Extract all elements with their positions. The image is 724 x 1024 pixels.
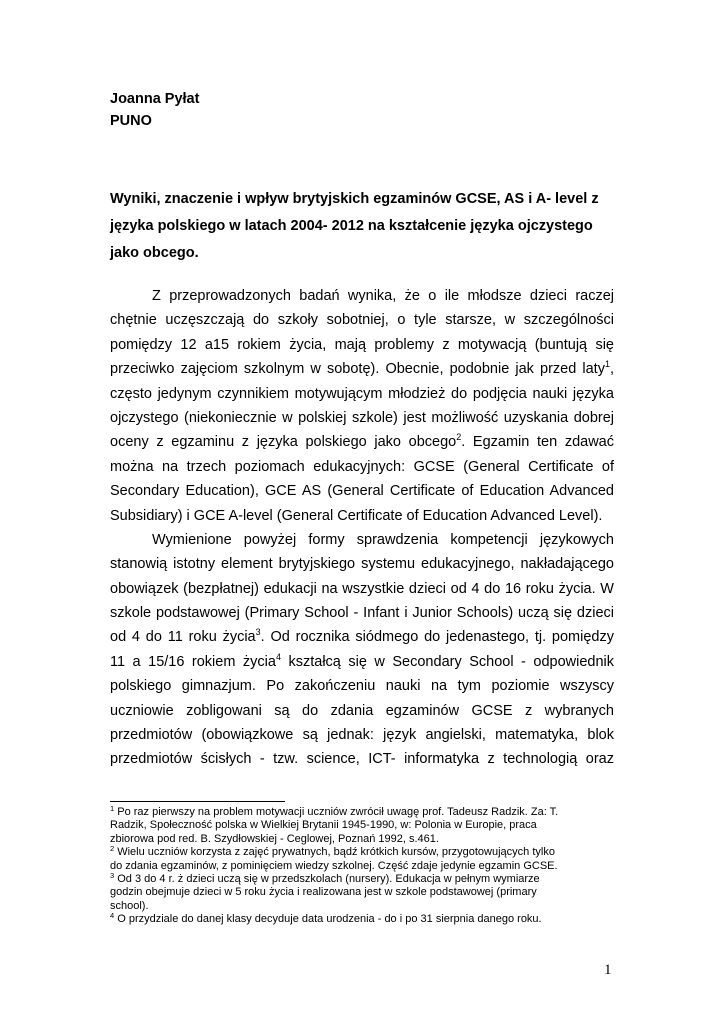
body-line: 11 a 15/16 rokiem życia$^4$ kształcą się w Secondary School - odpowiednik: [110, 651, 614, 670]
title-line: Wyniki, znaczenie i wpływ brytyjskich egzaminów GCSE, AS i A- level z: [110, 191, 599, 207]
body-line: pomiędzy 12 a15 rokiem życia, mają problemy z motywacją (buntują się: [110, 336, 614, 353]
footnote-ref: 3: [255, 627, 261, 638]
body-line: obowiązek (bezpłatnej) edukacji na wszystkie dzieci od 4 do 16 roku życia. W: [110, 580, 614, 597]
footnote-line: Radzik, Społeczność polska w Wielkiej Brytanii 1945-1990, w: Polonia w Europie, praca: [110, 819, 537, 832]
body-line: Wymienione powyżej formy sprawdzenia kompetencji językowych: [152, 531, 614, 548]
author-name: Joanna Pyłat: [110, 91, 200, 107]
footnote-line: school).: [110, 899, 149, 912]
body-line: szkole podstawowej (Primary School - Infant i Junior Schools) uczą się dzieci: [110, 605, 614, 622]
footnote-separator: [110, 801, 285, 802]
body-line: oceny z egzaminu z języka polskiego jako obcego$^2$. Egzamin ten zdawać: [110, 432, 614, 451]
body-line: Subsidiary) i GCE A-level (General Certificate of Education Advanced Level).: [110, 507, 603, 524]
footnote-line: $^4$ O przydziale do danej klasy decyduje data urodzenia - do i po 31 sierpnia danego roku.: [110, 911, 542, 926]
footnote-ref: 1: [604, 359, 610, 370]
footnote-line: zbiorowa pod red. B. Szydłowskiej - Ceglowej, Poznań 1992, s.461.: [110, 832, 439, 845]
footnote-ref: 4: [275, 651, 281, 662]
body-line: polskiego gimnazjum. Po zakończeniu nauki na tym poziomie wszyscy: [110, 678, 614, 695]
body-line: przedmiotów (obowiązkowe są jednak: język angielski, matematyka, blok: [110, 727, 614, 744]
body-line: uczniowie zobligowani są do zdania egzaminów GCSE z wybranych: [110, 702, 614, 719]
body-line: Secondary Education), GCE AS (General Certificate of Education Advanced: [110, 483, 614, 500]
footnotes: [110, 806, 620, 927]
author-block: [110, 88, 199, 132]
body-line: często jedynym czynnikiem motywującym młodzież do podjęcia nauki języka: [110, 385, 614, 402]
footnote-ref: 2: [456, 432, 462, 443]
body-line: można na trzech poziomach edukacyjnych: GCSE (General Certificate of: [110, 458, 614, 475]
page-number: 1: [604, 962, 612, 978]
author-affiliation: PUNO: [110, 113, 152, 129]
body-line: przeciwko zajęciom szkolnym w sobotę). Obecnie, podobnie jak przed laty$^1$,: [110, 359, 614, 378]
document-title: [110, 186, 620, 267]
footnote-line: $^3$ Od 3 do 4 r. ż dzieci uczą się w przedszkolach (nursery). Edukacja w pełnym wymiarze: [110, 870, 540, 885]
footnote-line: $^2$ Wielu uczniów korzysta z zajęć prywatnych, bądź krótkich kursów, przygotowujących tylko: [110, 844, 555, 859]
footnote-line: do zdania egzaminów, z pominięciem wiedzy szkolnej. Część zdaje jedynie egzamin GCSE.: [110, 859, 558, 872]
body-line: przedmiotów ścisłych - tzw. science, ICT- informatyka z technologią oraz: [110, 751, 614, 768]
body-line: Z przeprowadzonych badań wynika, że o ile młodsze dzieci raczej: [152, 288, 614, 304]
body-line: stanowią istotny element brytyjskiego systemu edukacyjnego, nakładającego: [110, 556, 614, 573]
footnote-line: godzin obejmuje dzieci w 5 roku życia i realizowana jest w szkole podstawowej (primary: [110, 886, 537, 899]
footnote-line: $^1$ Po raz pierwszy na problem motywacji uczniów zwrócił uwagę prof. Tadeusz Radzik. Za: T.: [110, 804, 559, 818]
body-line: od 4 do 11 roku życia$^3$. Od rocznika siódmego do jedenastego, tj. pomiędzy: [110, 627, 614, 646]
title-line: jako obcego.: [110, 245, 199, 261]
body-line: chętnie uczęszczają do szkoły sobotniej, o tyle starsze, w szczególności: [110, 312, 614, 329]
title-line: języka polskiego w latach 2004- 2012 na kształcenie języka ojczystego: [110, 218, 593, 234]
body-text: [110, 284, 614, 772]
body-line: ojczystego (niekoniecznie w polskiej szkole) jest możliwość uzyskania dobrej: [110, 409, 614, 426]
